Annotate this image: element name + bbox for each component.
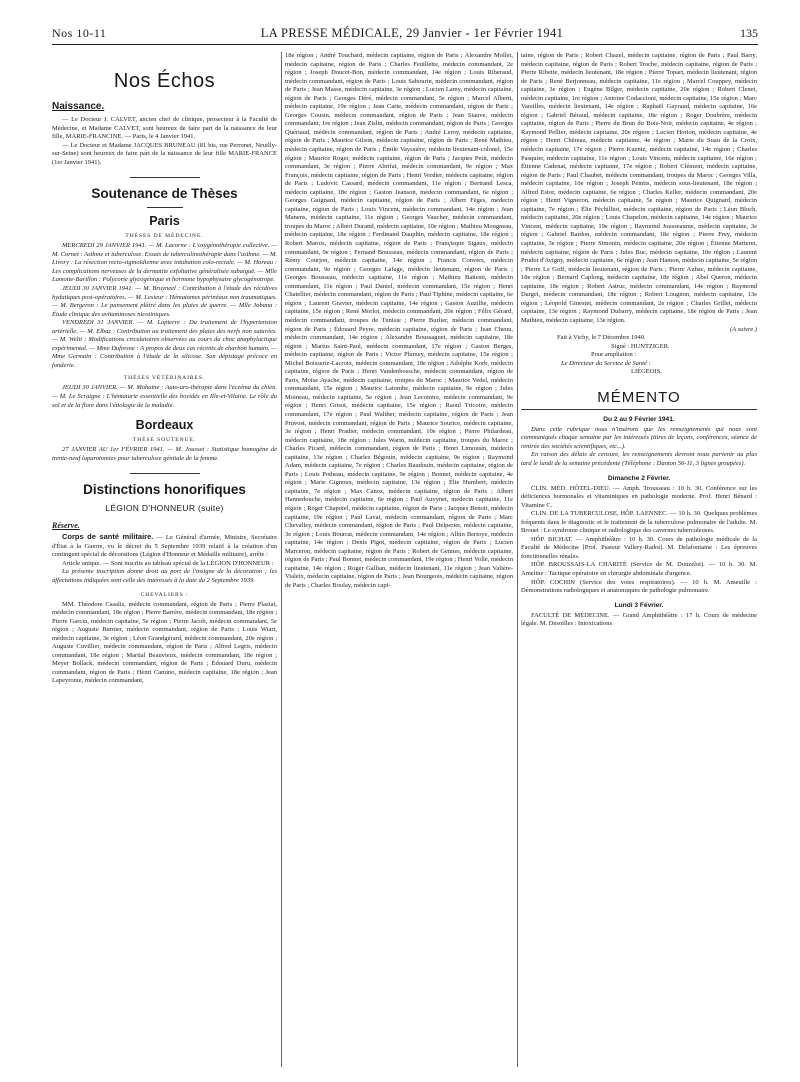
paragraph: FACULTÉ DE MÉDECINE. — Grand Amphithéâtre : 17 h. Cours de médecine légale. M. Desoilles : Intoxications [521, 611, 757, 628]
subheading-naissance: Naissance. [52, 101, 105, 112]
paragraph: CLIN. MÉD. HÔTEL-DIEU. — Amph. Trousseau : 10 h. 30. Conférence sur les déficiences hormonales et vitaminiques en pathologie moderne. Prof. Henri Bénard : Vitamine C. [521, 484, 757, 509]
city-heading-paris: Paris [149, 214, 180, 229]
corps-title: Corps de santé militaire. [62, 532, 154, 542]
column-middle [285, 52, 513, 1072]
a-suivre: (A suivre.) [729, 325, 757, 333]
paragraph: Article unique. — Sont inscrits au tableau spécial de la LÉGION D'HONNEUR : [62, 559, 274, 567]
corps-text: — Le Général d'armée, Ministre, Secrétaire d'État à la Guerre, vu le décret du 5 Septembre 1939 relatif à la création d'un contingent spécial de décorations (Légion d'Honneur et Médaille militaire), arrête : [52, 534, 277, 559]
section-title-distinctions: Distinctions honorifiques [83, 482, 246, 498]
paragraph: — Le Docteur J. CALVET, ancien chef de clinique, prosecteur à la Faculté de Médecine, et Madame CALVET, sont heureux de faire part de la naissance de leur fille, MARIE-FRANCINE. — Paris, le 4 Janvier 1941. [52, 116, 277, 141]
column-left [52, 52, 277, 1072]
issue-number: Nos 10-11 [52, 26, 107, 40]
fait-a-vichy: Fait à Vichy, le 7 Décembre 1940. [557, 334, 646, 342]
section-title-nos-echos: Nos Échos [113, 70, 216, 92]
directeur-service-sante: Le Directeur du Service de Santé : [561, 359, 651, 367]
divider [521, 409, 757, 410]
paragraph: JEUDI 30 JANVIER. — M. Mohaine : Auto-uro-thérapie dans l'eczéma du chien. — M. Le Scraigne : L'hématurie essentielle des bovidés en Ille-et-Vilaine. Le rôle du sol et de la flore dans l'étiologie de la maladie. [52, 384, 277, 409]
paragraph: HÔP. COCHIN (Service des voies respiratoires). — 10 h. M. Ameuille : Démonstrations radiologiques et anatomiques de pathologie pulmonaire. [521, 578, 757, 595]
divider [130, 473, 200, 474]
journal-title: LA PRESSE MÉDICALE, 29 Janvier - 1er Février 1941 [260, 26, 564, 40]
signature-liegeois: LIÉGEOIS. [631, 368, 662, 376]
paragraph: CLIN. DE LA TUBERCULOSE, HÔP. LAENNEC. — 10 h. 30. Quelques problèmes fréquents dans le diagnostic et le traitement de la tuberculose pulmonaire de l'adulte. M. Brouet : Le syndrome clinique et radiologique des cavernes tuberculeuses. [521, 510, 757, 535]
city-heading-bordeaux: Bordeaux [135, 418, 194, 433]
paragraph: MM. Théodore Casalis, médecin commandant, région de Paris ; Pierre Plaziat, médecin commandant, 18e région ; Pierre Barrère, médecin commandant, 18e région ; Pierre Garcin, médecin capitaine, 5e région ; Pierre Jacob, médecin commandant, 5e région ; Auguste Burnier, médecin commandant, région de Paris ; Louis Wiart, médecin capitaine, 3e région ; Léon Grandgérard, médecin commandant, 20e région ; Auguste Cuvillier, médecin commandant, région de Paris ; Alfred Legris, médecin commandant, 18e région ; Martial Beauvieux, médecin commandant, 18e région ; Meyer Bollack, médecin commandant, région de Paris ; Édouard Duru, médecin commandant, région de Paris ; Henri Camino, médecin capitaine, 18e région ; Jean Lapeyronie, médecin commandant, [52, 600, 277, 685]
paragraph: HÔP. BICHAT. — Amphithéâtre : 10 h. 30. Cours de pathologie médicale de la Faculté de Médecine [Prof. Pasteur Vallery-Radot]. M. Delafontaine : Les épreuves fonctionnelles rénales. [521, 535, 757, 560]
subheading-reserve: Réserve. [52, 521, 80, 531]
subheading-theses-veterinaires: THÈSES VÉTÉRINAIRES. [123, 375, 206, 382]
subheading-these-soutenue: THÈSE SOUTENUE. [132, 437, 197, 444]
paragraph: 27 JANVIER AU 1er FÉVRIER 1941. — M. Jousset : Statistique homogène de trente-neuf laparotomies pour tuberculose génitale de la femme. [52, 446, 277, 462]
paragraph: La présente inscription donne droit au port de l'insigne de la décoration ; les affectations indiquées sont celle des intéressés à la date du 2 Septembre 1939. [52, 568, 277, 584]
divider [130, 177, 200, 178]
subheading-legion-honneur: LÉGION D'HONNEUR (suite) [105, 503, 224, 514]
paragraph: VENDREDI 31 JANVIER. — M. Lapierre : Du traitement de l'hypertension artérielle. — M. Elbaz : Contribution au traitement des plaies des nerfs non suturées. — M. Welti : Modifications circulatoires observées au cours du choc anaphylactique expérimental. — Mme Dufresne : A propos de deux cas récents de charbon humain. — Mme Germain : Contribution à l'étude de la silicose. Son dépistage précoce en fonderie. [52, 319, 277, 369]
subheading-theses-medecine: THÈSES DE MÉDECINE. [125, 233, 204, 240]
paragraph: taine, région de Paris ; Robert Chazel, médecin capitaine, région de Paris ; Paul Barry, médecin capitaine, région de Paris ; Robert Troche, médecin capitaine, région de Paris ; Pierre Ribette, médecin lieutenant, 18e région ; Pierre Topart, médecin lieutenant, région de Paris ; René Berjonneau, médecin capitaine, 11e région ; Marcel Couppey, médecin capitaine, 3e région ; Eugène Bilger, médecin capitaine, 20e région ; Robert Clenet, médecin capitaine, 1re région ; Antoine Codaccioni, médecin capitaine, 15e région ; Marc Vareilles, médecin lieutenant, 14e région ; Raphaël Gayraud, médecin capitaine, 16e région ; Gabriel Béraud, médecin capitaine, 18e région ; Roger Doubrère, médecin capitaine, région de Paris ; Pierre du Brun du Bois-Noir, médecin capitaine, 4e région ; Raymond Pellier, médecin capitaine, 20e région ; Lucien Horion, médecin capitaine, 4e région ; Henri Chéreau, médecin capitaine, 4e région ; Marie du Suau de la Croix, médecin capitaine, 17e région ; Pierre Kuentz, médecin capitaine, 14e région ; Charles Pasquier, médecin capitaine, 11e région ; Louis Vincens, médecin capitaine, 16e région ; Étienne Cadenat, médecin capitaine, 17e région ; Robert Clément, médecin capitaine, région de Paris ; Paul Chaubet, médecin commandant, troupes du Maroc ; Georges Villa, médecin capitaine, 10e région ; Joseph Peintis, médecin sous-lieutenant, 18e région ; Alfred Estor, médecin capitaine, 6e région ; Charles Keller, médecin commandant, 20e région ; Henri Vigneron, médecin capitaine, 5e région ; Maurice Quignard, médecin capitaine, 7e région ; Élie Péchilliot, médecin capitaine, région de Paris ; Léon Bloch, médecin capitaine, 20e région ; Louis Chapelon, médecin capitaine, 14e région ; Maurice Vincent, médecin capitaine, 19e région ; Raymond Jousseaume, médecin capitaine, 3e région ; Gabriel Bardon, médecin commandant, 18e région ; Pierre Frey, médecin capitaine, 3e région ; Pierre Simonin, médecin capitaine, 20e région ; Étienne Marteret, médecin capitaine, région de Paris ; Jules Buc, médecin capitaine, 10e région ; Laurent Prudot d'Avigny, médecin capitaine, 6e région ; Jean Hamon, médecin capitaine, 5e région ; Pierre Le Goff, médecin lieutenant, région de Paris ; Pierre Aubac, médecin capitaine, 18e région ; Bernard Caplong, médecin capitaine, 18e région ; Abel Queron, médecin capitaine, 18e région ; Robert Astruc, médecin commandant, 14e région ; Raymond Darget, médecin commandant, 18e région ; Robert Lougnon, médecin capitaine, 13e région ; Léopold Ginestet, médecin commandant, 2e région ; Charles Grillet, médecin capitaine, 13e région ; Raymond Dubarry, médecin capitaine, 18e région de Paris ; Jean Mathieu, médecin capitaine, 13e région. [521, 52, 757, 324]
page-number: 135 [740, 26, 758, 40]
paragraph: Dans cette rubrique nous n'insérons que les renseignements qui nous sont communiqués chaque semaine par les intéressés (titres de leçons, conférences, séance de rentrée des sociétés scientifiques, etc...). [521, 425, 757, 450]
pour-ampliation: Pour ampliation : [591, 351, 637, 359]
signe: Signé : HUNTZIGER. [611, 342, 670, 350]
header-rule [52, 44, 758, 45]
divider [147, 207, 183, 208]
subheading-chevaliers: CHEVALIERS : [140, 591, 189, 598]
paragraph: En raison des délais de censure, les renseignements devront nous parvenir au plus tard le lundi de la semaine précédente (Téléphone : Danton 56-11, 3 lignes groupées). [521, 451, 757, 467]
paragraph [52, 533, 277, 560]
page-header [52, 26, 758, 42]
paragraph: — Le Docteur et Madame JACQUES BRUNEAU (81 bis, rue Perronet, Neuilly-sur-Seine) sont heureux de faire part de la naissance de leur fille MARIE-FRANCE (1er Janvier 1941). [52, 141, 277, 166]
section-title-memento: MÉMENTO [597, 388, 681, 406]
day-heading-dimanche: Dimanche 2 Février. [607, 474, 671, 482]
column-divider [517, 52, 518, 1067]
memento-date-range: Du 2 au 9 Février 1941. [603, 415, 675, 423]
paragraph: 18e région ; André Touchard, médecin capitaine, région de Paris ; Alexandre Mollet, médecin capitaine, région de Paris ; Charles Feuillette, médecin commandant, 2e région ; Joseph Doucet-Bon, médecin commandant, 14e région ; Louis Riberaud, médecin commandant, région de Paris ; Louis Sabourin, médecin commandant, région de Paris ; Jean Masse, médecin capitaine, 3e région ; Lucien Lamy, médecin capitaine, région de Paris ; Georges Déré, médecin commandant, 5e région ; Marcel Alberti, médecin capitaine, 19e région ; Jean Carte, médecin commandant, région de Paris ; Georges Cousin, médecin commandant, région de Paris ; Jean Siauve, médecin commandant, 1re région ; Jean Zislin, médecin commandant, région de Paris ; Georges Quériaud, médecin commandant, région de Paris ; André Leroy, médecin capitaine, région de Paris ; Maurice Gilson, médecin capitaine, région de Paris ; René Mathieu, médecin capitaine, région de Paris ; Émile Vayssière, médecin lieutenant-colonel, 15e région ; Maurice Roger, médecin capitaine, région de Paris ; Jacques Petit, médecin commandant, 3e région ; Pierre Abrifat, médecin commandant, 9e région ; Max François, médecin capitaine, région de Paris ; Henri Verdier, médecin capitaine, région de Paris ; Ludovic Cassard, médecin commandant, 11e région ; Bertrand Lesca, médecin capitaine, 18e région ; Gaston Jeanson, médecin commandant, 6e région ; Georges Guignard, médecin capitaine, région de Paris ; Albert Fèges, médecin capitaine, région de Paris ; Louis Vincent, médecin commandant, 14e région ; Jean Manens, médecin capitaine, 11e région ; Georges Vaucher, médecin commandant, troupes du Maroc ; Albert Durand, médecin capitaine, 10e région ; Mathieu Mougneau, médecin capitaine, 18e région ; Ferdinand Dauphin, médecin capitaine, 18e région ; Robert Marois, médecin capitaine, région de Paris ; Françisque Sigaux, médecin commandant, 9e région ; Fernand Bousseau, médecin commandant, région de Paris ; Rémy Courjon, médecin capitaine, 14e région ; Francis Convers, médecin commandant, 9e région ; Georges Lafage, médecin lieutenant, région de Paris ; Georges Bousseau, médecin capitaine, 11e région ; Mathieu Battesti, médecin commandant, 11e région ; Paul Daniel, médecin commandant, 15e région ; Henri Chatellier, médecin commandant, région de Paris ; Paul Tiphine, médecin capitaine, 6e région ; Laurent Gravier, médecin capitaine, 14e région ; Gaston Auzilhe, médecin capitaine, 15e région ; René Morlot, médecin commandant, 20e région ; Félix Gérard, médecin commandant, troupes de Tunisie ; Pierre Burlier, médecin commandant, région de Paris ; Édouard Peyre, médecin capitaine, région de Paris ; Jean Cheuu, médecin commandant, 14e région ; Alexandre Boussaguet, médecin capitaine, 18e région ; Marius Saint-Paul, médecin commandant, 17e région ; Gaston Berges, médecin capitaine, région de Paris ; Victor Plumey, médecin capitaine, 15e région ; Michel Boisserie-Lacroix, médecin commandant, 18e région ; Adolphe Korb, médecin capitaine, région de Paris ; Henri Vandenbossche, médecin commandant, région de Paris, Moïse Ayache, médecin capitaine, troupes du Maroc ; Maurice Vedel, médecin commandant, 15e région ; Maurice Latombe, médecin capitaine, 9e région ; Jules Moineau, médecin capitaine, 5e région ; Jean Lecointre, médecin commandant, 9e région ; Henri Grisot, médecin capitaine, 15e région ; Raoul Tricoire, médecin commandant, 17e région ; Paul Walther, médecin capitaine, région de Paris ; Jean Pruvost, médecin commandant, région de Paris ; Maurice Sourice, médecin capitaine, 3e région ; Henri Pradier, médecin commandant, 10e région ; Pierre Philardeau, médecin capitaine, 18e région ; Jules Warin, médecin capitaine, troupes du Maroc ; Charles Picard, médecin commandant, région de Paris ; Henri Limousin, médecin capitaine, 13e région ; Charles Bégouin, médecin capitaine, 9e région ; Raymond Adam, médecin capitaine, 7e région ; Charles Baudouin, médecin capitaine, région de Paris ; Louis Potheau, médecin capitaine, 9e région ; Bonnet, médecin capitaine, 4e région ; Marie Gignoux, médecin capitaine, 13e région ; Élie Humbert, médecin capitaine, 7e région ; Max Canoz, médecin capitaine, région de Paris ; Albert Hannedouche, médecin capitaine, 6e région ; Paul Auvynet, médecin capitaine, 11e région ; Roger Chapotel, médecin capitaine, région de Paris ; Jacques Benoit, médecin capitaine, 19e région ; Paul Lavat, médecin commandant, région de Paris ; Marc Chevalley, médecin commandant, région de Paris ; Paul Delperier, médecin capitaine, 3e région ; Louis Bourrat, médecin commandant, 14e région ; Albin Bertoye, médecin capitaine, 14e région ; Denis Pigot, médecin capitaine, région de Paris ; Lucien Marceron, médecin capitaine, région de Paris ; Robert de Gennes, médecin capitaine, région de Paris ; Paul Bonnet, médecin commandant, 19e région ; Henri Volle, médecin capitaine, 14e région ; Roger Gallian, médecin lieutenant, 11e région ; Jean Valière-Vialeix, médecin capitaine, région de Paris ; Jean Bourgeois, médecin capitaine, région de Paris ; Charles Boulay, médecin capi- [285, 52, 513, 589]
paragraph: JEUDI 30 JANVIER 1941. — M. Bruyneel : Contribution à l'étude des récidives hydatiques post-opératoires. — M. Lesieur : Hématomes périnéaux non traumatiques. — M. Bergeron : Le pansement plâtré dans les plaies de guerre. — Mlle Jobana : Étude clinique des avitaminoses nicotiniques. [52, 285, 277, 318]
paragraph: HÔP. BROUSSAIS-LA CHARITÉ (Service de M. Donzelot). — 10 h. 30. M. Ameline : Tactique opératoire en chirurgie abdominale d'urgence. [521, 561, 757, 577]
column-right [521, 52, 757, 1072]
day-heading-lundi: Lundi 3 Février. [614, 601, 664, 609]
section-title-soutenance: Soutenance de Thèses [91, 186, 238, 202]
column-divider [281, 52, 282, 1067]
paragraph: MERCREDI 29 JANVIER 1941. — M. Lacorne : L'oxygénothérapie collective. — M. Cornet : Asthme et tuberculose. Essais de tuberculinothérapie dans l'asthme. — M. Livory : La résection recto-sigmoïdienne avec intubation colo-rectale. — M. Horeau : Les complications nerveuses de la dermatite exfoliative généralisée subaiguë. — Mlle Lamotte-Barillon : Polycorie glycogénique et hormone hypophysaire glycogénotrope. [52, 242, 277, 284]
